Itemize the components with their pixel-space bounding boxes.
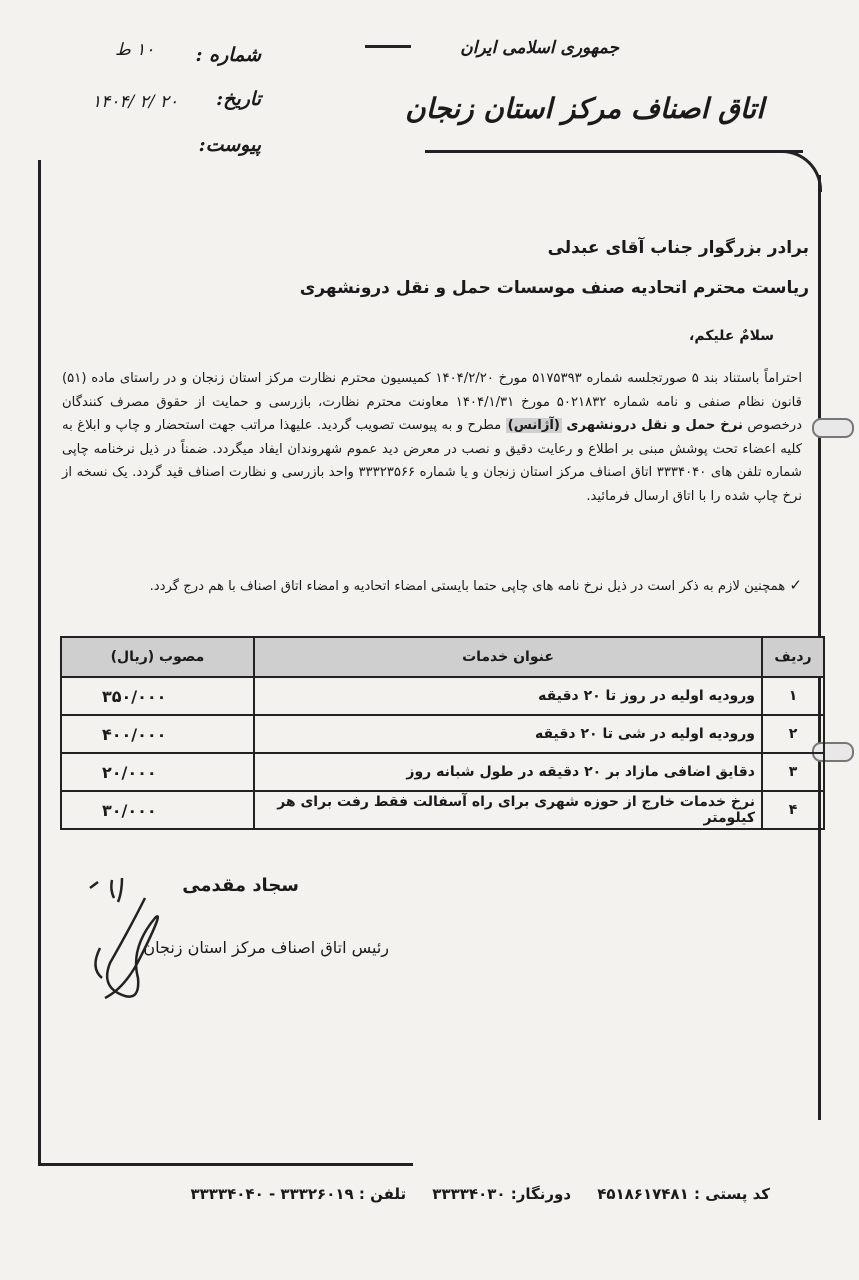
rate-table — [60, 636, 825, 830]
row-price: ۴۰۰/۰۰۰ — [61, 715, 254, 753]
postal-code: کد پستی : ۴۵۱۸۶۱۷۴۸۱ — [597, 1185, 770, 1203]
row-service: دقایق اضافی مازاد بر ۲۰ دقیقه در طول شبانه روز — [254, 753, 762, 791]
row-service: ورودیه اولیه در شی تا ۲۰ دقیقه — [254, 715, 762, 753]
row-price: ۳۰/۰۰۰ — [61, 791, 254, 829]
phone-number: تلفن : ۳۳۳۲۶۰۱۹ - ۳۳۳۳۴۰۴۰ — [190, 1185, 407, 1203]
footer-contact — [70, 1185, 770, 1203]
handwritten-signature — [70, 868, 200, 1008]
header-decor-line — [365, 45, 411, 48]
frame-corner — [780, 150, 822, 192]
body-text-part-2: مطرح و به پیوست تصویب گردید. علیهذا مراتب جهت استحضار و چاپ و ابلاغ به کلیه اعضاء تحت پوشش مبنی بر اطلاع و رعایت دقیق و نصب در معرض دید عموم شهروندان ایفاد میگردد. ضمناً در ذیل نرخنامه چاپی شماره تلفن های ۳۳۳۴۰۴۰ اتاق اصناف مرکز استان زنجان و یا شماره ۳۳۳۲۳۵۶۶ واحد بازرسی و نظارت اصناف قید گردد. یک نسخه از نرخ چاپ شده را با اتاق ارسال فرمائید. — [62, 418, 802, 504]
row-number: ۱ — [762, 677, 824, 715]
header-row-number: ردیف — [762, 637, 824, 677]
recipient-line-2: ریاست محترم اتحادیه صنف موسسات حمل و نقل درونشهری — [299, 278, 809, 298]
row-price: ۲۰/۰۰۰ — [61, 753, 254, 791]
row-service: ورودیه اولیه در روز تا ۲۰ دقیقه — [254, 677, 762, 715]
frame-top-border — [425, 150, 803, 153]
number-label: شماره : — [195, 44, 261, 66]
body-paragraph-1 — [62, 367, 802, 509]
republic-title: جمهوری اسلامی ایران — [460, 38, 619, 58]
table-row — [61, 753, 824, 791]
subject-highlight: (آژانس) — [507, 418, 560, 434]
greeting: سلامٌ علیکم، — [689, 328, 774, 344]
table-row — [61, 791, 824, 829]
body-paragraph-2 — [62, 574, 802, 599]
subject-bold: نرخ حمل و نقل درونشهری — [566, 418, 743, 434]
date-value: ۱۴۰۴/ ۲/ ۲۰ — [92, 92, 179, 112]
date-label: تاریخ: — [216, 88, 261, 110]
attachment-label: پیوست: — [198, 134, 261, 156]
header-service: عنوان خدمات — [254, 637, 762, 677]
body-text-part-1: احتراماً باستناد بند ۵ صورتجلسه شماره ۵۱۷۵۳۹۳ مورخ ۱۴۰۴/۲/۲۰ کمیسیون محترم نظارت مرکز استان زنجان و در راستای ماده (۵۱) قانون نظام صنفی و نامه شماره ۵۰۲۱۸۳۲ مورخ ۱۴۰۴/۱/۳۱ معاونت محترم نظارت، بازرسی و حمایت از حقوق مصرف کنندگان درخصوص — [62, 371, 803, 434]
fax-number: دورنگار: ۳۳۳۳۴۰۳۰ — [432, 1185, 572, 1203]
organization-title: اتاق اصناف مرکز استان زنجان — [405, 92, 764, 125]
checkmark-icon: ✓ — [789, 576, 802, 594]
recipient-line-1: برادر بزرگوار جناب آقای عبدلی — [547, 238, 809, 258]
frame-left-border — [38, 160, 41, 1165]
row-number: ۲ — [762, 715, 824, 753]
number-value: ۱۰ ط — [115, 40, 155, 60]
table-header-row — [61, 637, 824, 677]
frame-bottom-border — [38, 1163, 413, 1166]
signatory-name: سجاد مقدمی — [182, 875, 299, 896]
header-price: مصوب (ریال) — [61, 637, 254, 677]
row-service: نرخ خدمات خارج از حوزه شهری برای راه آسفالت فقط رفت برای هر کیلومتر — [254, 791, 762, 829]
table-row — [61, 715, 824, 753]
signatory-title: رئیس اتاق اصناف مرکز استان زنجان — [143, 938, 389, 957]
staple-icon — [812, 418, 854, 438]
table-row — [61, 677, 824, 715]
row-price: ۳۵۰/۰۰۰ — [61, 677, 254, 715]
row-number: ۴ — [762, 791, 824, 829]
body-text-part-3: همچنین لازم به ذکر است در ذیل نرخ نامه های چاپی حتما بایستی امضاء اتحادیه و امضاء اتاق اصناف با هم درج گردد. — [149, 579, 786, 594]
row-number: ۳ — [762, 753, 824, 791]
